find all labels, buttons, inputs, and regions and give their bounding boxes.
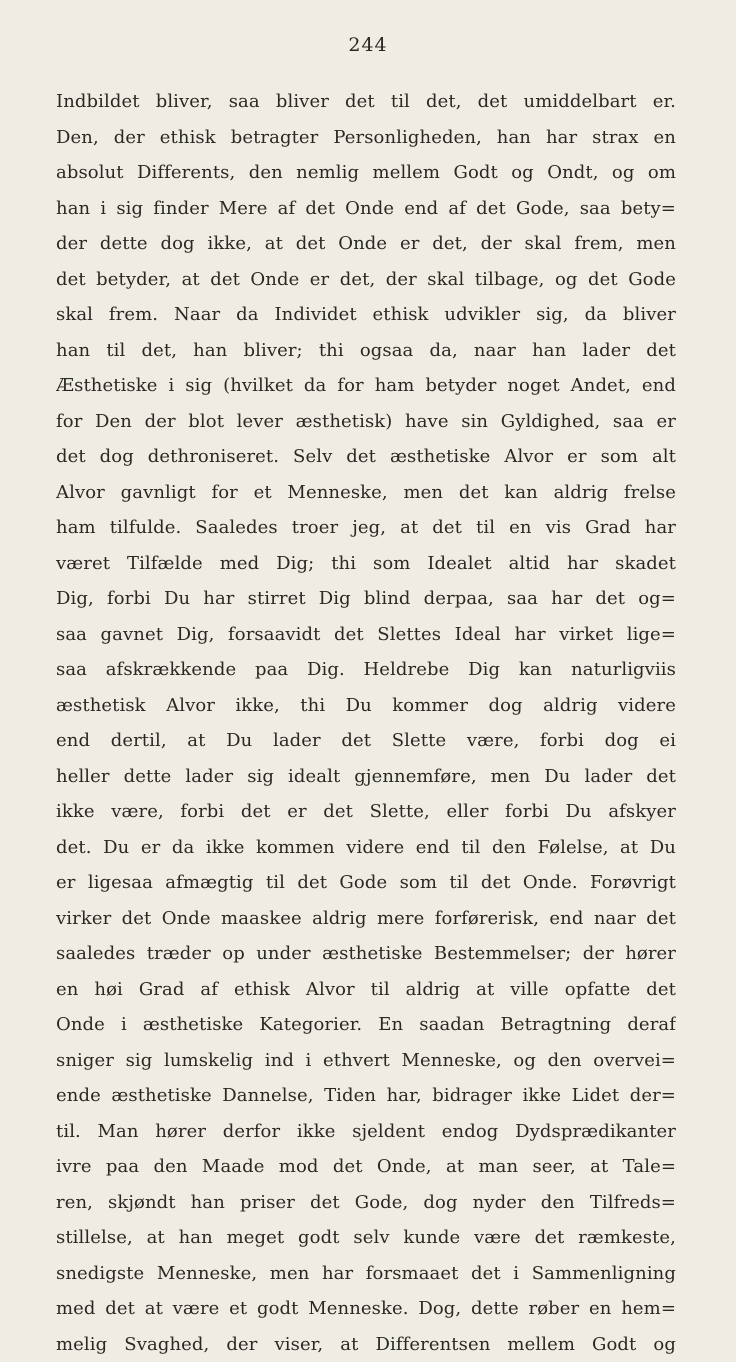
text-line: saa gavnet Dig, forsaavidt det Slettes Ideal har virket lige= bbox=[56, 617, 676, 653]
text-line: Alvor gavnligt for et Menneske, men det kan aldrig frelse bbox=[56, 475, 676, 511]
text-line: skal frem. Naar da Individet ethisk udvikler sig, da bliver bbox=[56, 297, 676, 333]
text-line: stillelse, at han meget godt selv kunde være det ræmkeste, bbox=[56, 1220, 676, 1256]
text-line: han til det, han bliver; thi ogsaa da, naar han lader det bbox=[56, 333, 676, 369]
text-line: ham tilfulde. Saaledes troer jeg, at det til en vis Grad har bbox=[56, 510, 676, 546]
text-line: æsthetisk Alvor ikke, thi Du kommer dog aldrig videre bbox=[56, 688, 676, 724]
text-line: er ligesaa afmægtig til det Gode som til det Onde. Forøvrigt bbox=[56, 865, 676, 901]
text-line: ikke være, forbi det er det Slette, eller forbi Du afskyer bbox=[56, 794, 676, 830]
text-line: snedigste Menneske, men har forsmaaet det i Sammenligning bbox=[56, 1256, 676, 1292]
text-line: saa afskrækkende paa Dig. Heldrebe Dig kan naturligviis bbox=[56, 652, 676, 688]
text-line: Den, der ethisk betragter Personligheden, han har strax en bbox=[56, 120, 676, 156]
text-line: været Tilfælde med Dig; thi som Idealet altid har skadet bbox=[56, 546, 676, 582]
text-line: der dette dog ikke, at det Onde er det, der skal frem, men bbox=[56, 226, 676, 262]
text-line: han i sig finder Mere af det Onde end af det Gode, saa bety= bbox=[56, 191, 676, 227]
text-line: virker det Onde maaskee aldrig mere forførerisk, end naar det bbox=[56, 901, 676, 937]
text-line: heller dette lader sig idealt gjennemføre, men Du lader det bbox=[56, 759, 676, 795]
text-line: saaledes træder op under æsthetiske Bestemmelser; der hører bbox=[56, 936, 676, 972]
text-line: Æsthetiske i sig (hvilket da for ham betyder noget Andet, end bbox=[56, 368, 676, 404]
text-line: ren, skjøndt han priser det Gode, dog nyder den Tilfreds= bbox=[56, 1185, 676, 1221]
body-text bbox=[56, 84, 676, 1362]
page-number: 244 bbox=[0, 34, 736, 56]
text-line: til. Man hører derfor ikke sjeldent endog Dydsprædikanter bbox=[56, 1114, 676, 1150]
text-line: Onde i æsthetiske Kategorier. En saadan Betragtning deraf bbox=[56, 1007, 676, 1043]
text-line: Indbildet bliver, saa bliver det til det, det umiddelbart er. bbox=[56, 84, 676, 120]
text-line: det dog dethroniseret. Selv det æsthetiske Alvor er som alt bbox=[56, 439, 676, 475]
text-line: det. Du er da ikke kommen videre end til den Følelse, at Du bbox=[56, 830, 676, 866]
text-line: det betyder, at det Onde er det, der skal tilbage, og det Gode bbox=[56, 262, 676, 298]
text-line: ende æsthetiske Dannelse, Tiden har, bidrager ikke Lidet der= bbox=[56, 1078, 676, 1114]
text-line: sniger sig lumskelig ind i ethvert Menneske, og den overvei= bbox=[56, 1043, 676, 1079]
text-line: absolut Differents, den nemlig mellem Godt og Ondt, og om bbox=[56, 155, 676, 191]
text-line: Dig, forbi Du har stirret Dig blind derpaa, saa har det og= bbox=[56, 581, 676, 617]
text-line: med det at være et godt Menneske. Dog, dette røber en hem= bbox=[56, 1291, 676, 1327]
text-line: end dertil, at Du lader det Slette være, forbi dog ei bbox=[56, 723, 676, 759]
text-line: melig Svaghed, der viser, at Differentsen mellem Godt og bbox=[56, 1327, 676, 1362]
text-line: ivre paa den Maade mod det Onde, at man seer, at Tale= bbox=[56, 1149, 676, 1185]
text-line: for Den der blot lever æsthetisk) have sin Gyldighed, saa er bbox=[56, 404, 676, 440]
text-line: en høi Grad af ethisk Alvor til aldrig at ville opfatte det bbox=[56, 972, 676, 1008]
